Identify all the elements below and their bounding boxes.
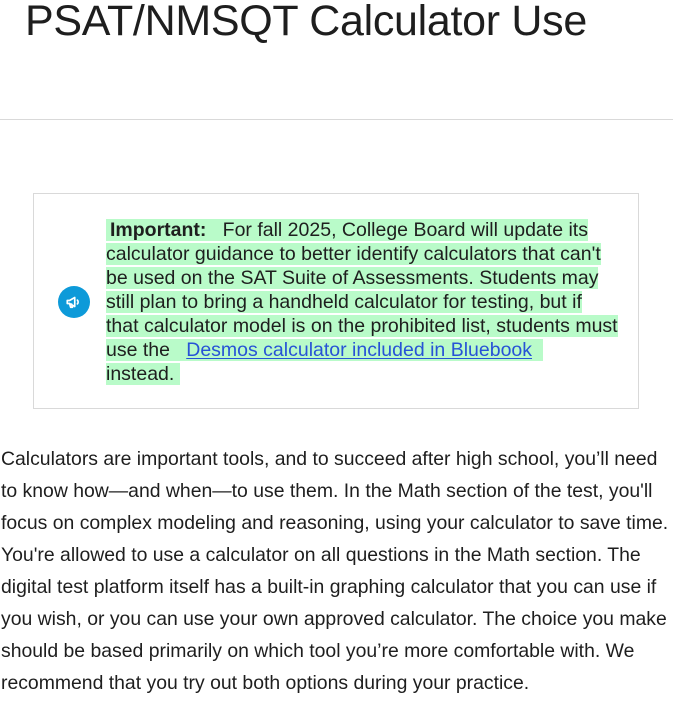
notice-label: Important: bbox=[110, 219, 207, 241]
page-title: PSAT/NMSQT Calculator Use bbox=[25, 0, 587, 45]
notice-body: For fall 2025, College Board will update its calculator guidance to better identify calculators that can't be used on the SAT Suite of Assessments. Students may still plan to bring a handheld calculator for testing, but if that calculator model is on the prohibited list, students must use the bbox=[106, 219, 618, 361]
megaphone-icon bbox=[58, 286, 90, 318]
notice-body-end: instead. bbox=[106, 363, 175, 385]
desmos-calculator-link[interactable]: Desmos calculator included in Bluebook bbox=[186, 339, 533, 361]
notice-text bbox=[106, 218, 618, 386]
title-divider bbox=[0, 119, 673, 120]
important-notice bbox=[33, 193, 639, 409]
intro-paragraph: Calculators are important tools, and to succeed after high school, you’ll need to know how—and when—to use them. In the Math section of the test, you'll focus on complex modeling and reasoning, using your calculator to save time. You're allowed to use a calculator on all questions in the Math section. The digital test platform itself has a built-in graphing calculator that you can use if you wish, or you can use your own approved calculator. The choice you make should be based primarily on which tool you’re more comfortable with. We recommend that you try out both options during your practice. bbox=[1, 448, 669, 694]
